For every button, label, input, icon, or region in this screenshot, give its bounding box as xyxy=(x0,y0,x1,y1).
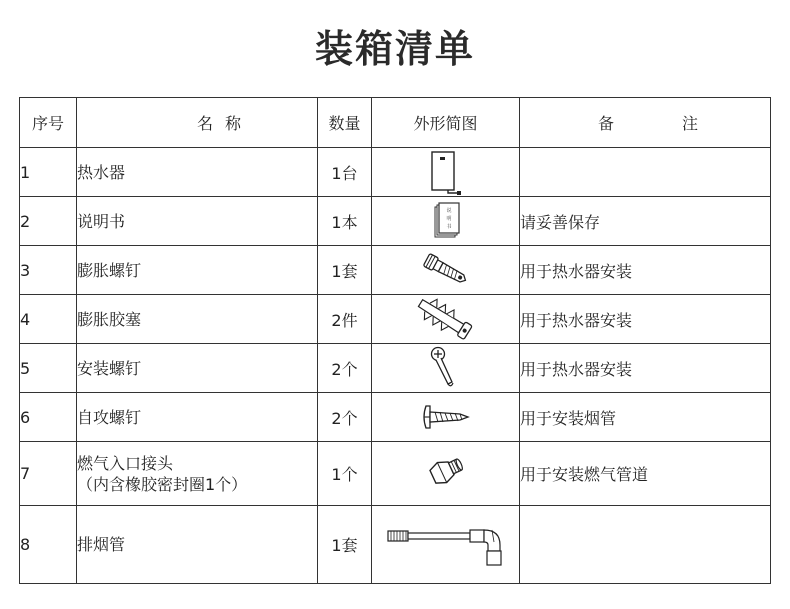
self-tapping-screw-icon xyxy=(420,402,472,432)
row-note: 用于安装烟管 xyxy=(520,393,771,442)
page-title: 装箱清单 xyxy=(314,27,475,71)
header-note-char-2: 注 xyxy=(681,114,698,133)
row-note: 用于热水器安装 xyxy=(520,344,771,393)
header-seq: 序号 xyxy=(20,98,77,148)
header-note xyxy=(520,98,771,148)
manual-booklet-icon xyxy=(430,201,462,241)
table-header-row xyxy=(20,98,771,148)
row-qty: 1套 xyxy=(318,506,372,584)
row-qty: 1台 xyxy=(318,148,372,197)
wall-plug-icon xyxy=(414,297,478,341)
table-row xyxy=(20,344,771,393)
row-qty: 1个 xyxy=(318,442,372,506)
table-row xyxy=(20,506,771,584)
screw-icon xyxy=(426,346,466,390)
packing-list-table xyxy=(19,97,771,584)
manual-icon-char-3: 书 xyxy=(445,224,452,230)
row-qty: 1套 xyxy=(318,246,372,295)
table-row xyxy=(20,246,771,295)
row-name: 说明书 xyxy=(77,197,318,246)
row-seq: 7 xyxy=(20,442,77,506)
exhaust-pipe-icon xyxy=(384,521,508,569)
row-seq: 8 xyxy=(20,506,77,584)
header-name-char-1: 名 xyxy=(197,114,214,133)
row-qty: 2件 xyxy=(318,295,372,344)
table-row xyxy=(20,197,771,246)
row-name: 排烟管 xyxy=(77,506,318,584)
row-note: 用于热水器安装 xyxy=(520,295,771,344)
table-row xyxy=(20,295,771,344)
gas-inlet-connector-icon xyxy=(425,454,467,494)
row-qty: 1本 xyxy=(318,197,372,246)
row-qty: 2个 xyxy=(318,344,372,393)
row-note: 用于热水器安装 xyxy=(520,246,771,295)
header-pic: 外形简图 xyxy=(372,98,520,148)
table-row xyxy=(20,148,771,197)
row-note: 用于安装燃气管道 xyxy=(520,442,771,506)
table-row xyxy=(20,393,771,442)
row-seq: 5 xyxy=(20,344,77,393)
row-name: 热水器 xyxy=(77,148,318,197)
header-note-char-1: 备 xyxy=(598,114,615,133)
row-name-sub: （内含橡胶密封圈1个） xyxy=(77,474,248,494)
row-seq: 1 xyxy=(20,148,77,197)
water-heater-icon xyxy=(426,149,466,195)
manual-icon-char-1: 说 xyxy=(445,208,452,214)
row-name: 燃气入口接头 xyxy=(77,453,174,473)
expansion-bolt-icon xyxy=(420,250,472,290)
row-name: 安装螺钉 xyxy=(77,344,318,393)
header-name-char-2: 称 xyxy=(224,114,241,133)
row-name: 自攻螺钉 xyxy=(77,393,318,442)
row-seq: 2 xyxy=(20,197,77,246)
row-note xyxy=(520,506,771,584)
row-qty: 2个 xyxy=(318,393,372,442)
row-seq: 6 xyxy=(20,393,77,442)
header-name xyxy=(77,98,318,148)
header-qty: 数量 xyxy=(318,98,372,148)
row-name: 膨胀胶塞 xyxy=(77,295,318,344)
row-seq: 3 xyxy=(20,246,77,295)
row-note xyxy=(520,148,771,197)
row-name: 膨胀螺钉 xyxy=(77,246,318,295)
table-row xyxy=(20,442,771,506)
manual-icon-char-2: 明 xyxy=(445,216,452,222)
row-note: 请妥善保存 xyxy=(520,197,771,246)
row-seq: 4 xyxy=(20,295,77,344)
